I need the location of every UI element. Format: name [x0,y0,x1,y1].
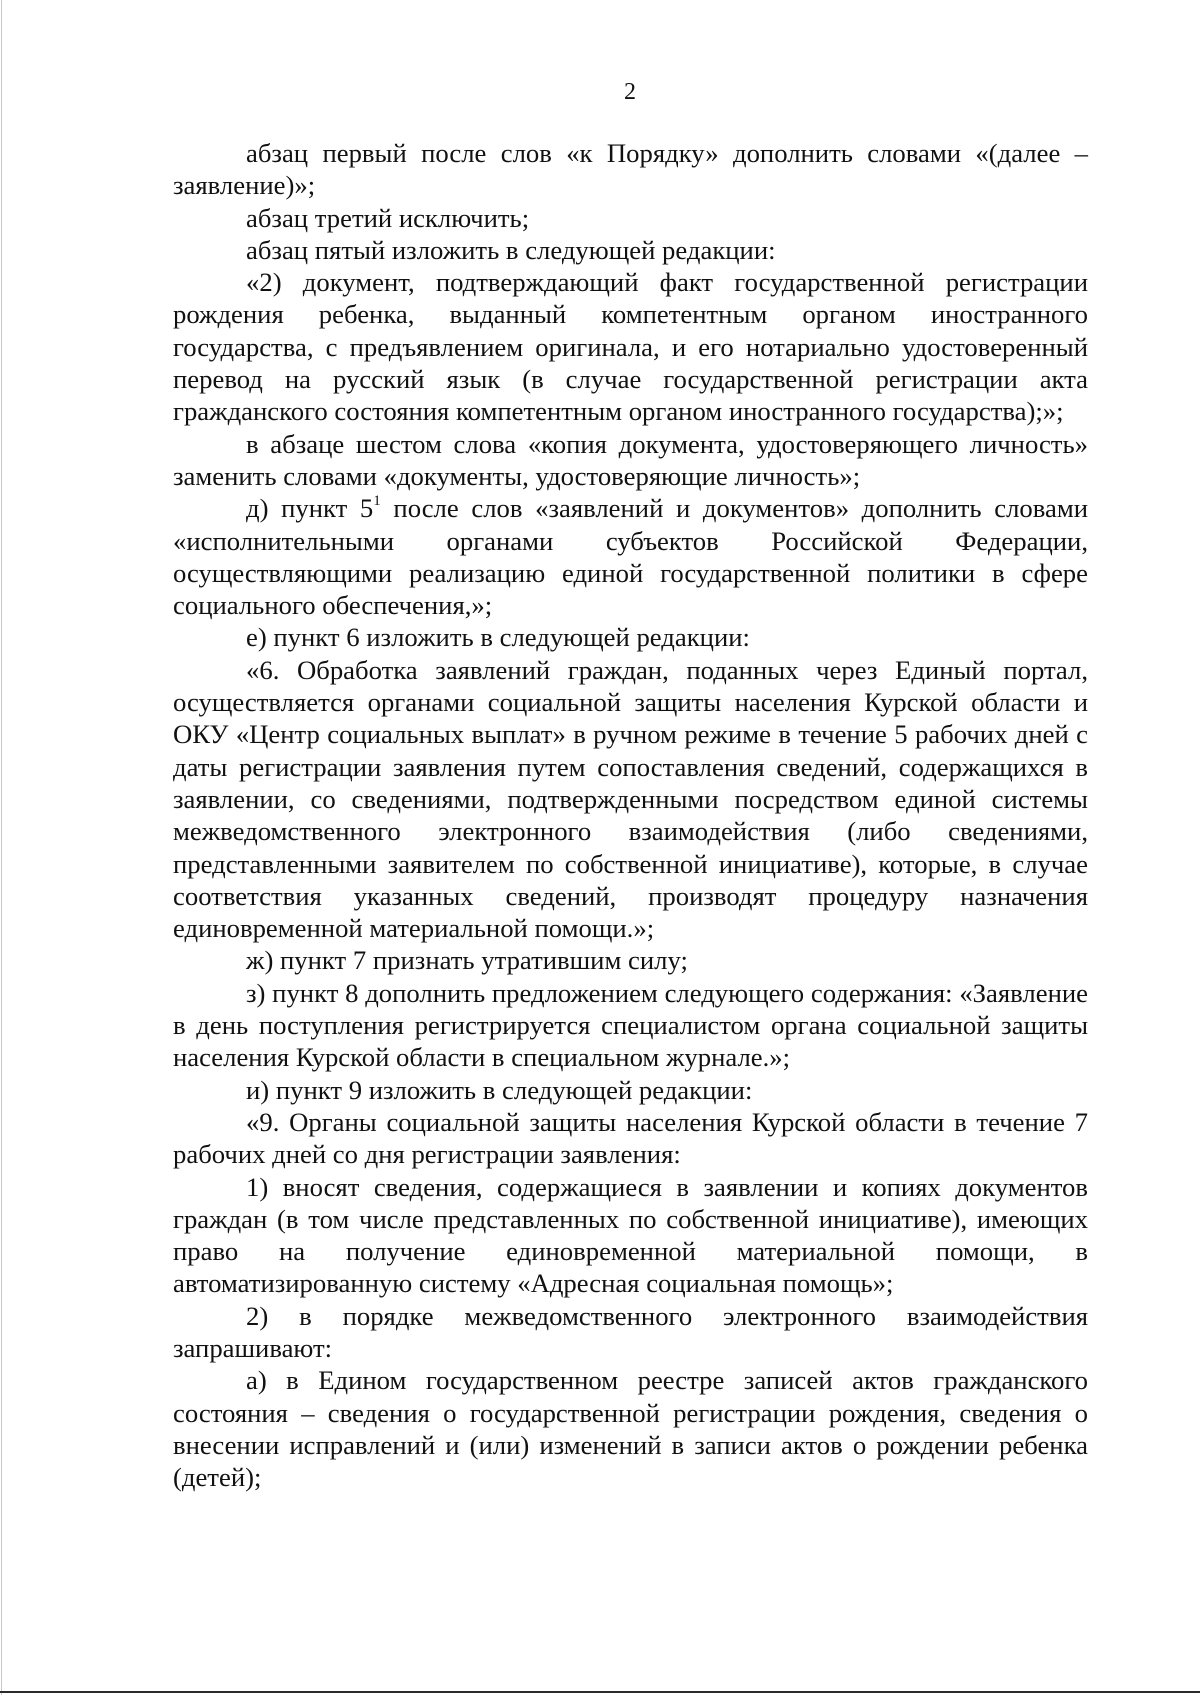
scan-edge-bottom [0,1691,1200,1693]
paragraph: «6. Обработка заявлений граждан, поданных через Единый портал, осуществляется органами социальной защиты населения Курской области и ОКУ «Центр социальных выплат» в ручном режиме в течение 5 рабочих дней с даты регистрации заявления путем сопоставления сведений, содержащихся в заявлении, со сведениями, подтвержденными посредством единой системы межведомственного электронного взаимодействия (либо сведениями, представленными заявителем по собственной инициативе), которые, в случае соответствия указанных сведений, производят процедуру назначения единовременной материальной помощи.»; [173,654,1088,944]
superscript: 1 [373,493,381,510]
paragraph: а) в Едином государственном реестре записей актов гражданского состояния – сведения о государственной регистрации рождения, сведения о внесении исправлений и (или) изменений в записи актов о рождении ребенка (детей); [173,1365,1088,1493]
document-body [173,137,1088,1493]
paragraph-text-end: после слов «заявлений и документов» дополнить словами «исполнительными органами субъектов Российской Федерации, осуществляющими реализацию единой государственной политики в сфере социального обеспечения,»; [173,493,1088,621]
paragraph: «9. Органы социальной защиты населения Курской области в течение 7 рабочих дней со дня регистрации заявления: [173,1106,1088,1170]
page-number: 2 [624,79,636,105]
paragraph: абзац третий исключить; [246,202,530,233]
paragraph: и) пункт 9 изложить в следующей редакции: [246,1074,753,1105]
paragraph [173,492,1088,621]
paragraph-text-start: д) пункт 5 [246,493,374,524]
paragraph: з) пункт 8 дополнить предложением следующего содержания: «Заявление в день поступления регистрируется специалистом органа социальной защиты населения Курской области в специальном журнале.»; [173,977,1088,1073]
paragraph: в абзаце шестом слова «копия документа, удостоверяющего личность» заменить словами «документы, удостоверяющие личность»; [173,428,1088,491]
paragraph: абзац пятый изложить в следующей редакции: [246,234,776,265]
paragraph: ж) пункт 7 признать утратившим силу; [246,945,688,976]
paragraph: 2) в порядке межведомственного электронного взаимодействия запрашивают: [173,1300,1088,1363]
paragraph: 1) вносят сведения, содержащиеся в заявлении и копиях документов граждан (в том числе представленных по собственной инициативе), имеющих право на получение единовременной материальной помощи, в автоматизированную систему «Адресная социальная помощь»; [173,1171,1088,1299]
paragraph: абзац первый после слов «к Порядку» дополнить словами «(далее – заявление)»; [173,138,1088,201]
scan-edge-left [1,0,2,1695]
paragraph: «2) документ, подтверждающий факт государственной регистрации рождения ребенка, выданный компетентным органом иностранного государства, с предъявлением оригинала, и его нотариально удостоверенный перевод на русский язык (в случае государственной регистрации акта гражданского состояния компетентным органом иностранного государства);»; [173,267,1088,427]
paragraph: е) пункт 6 изложить в следующей редакции: [246,622,750,653]
